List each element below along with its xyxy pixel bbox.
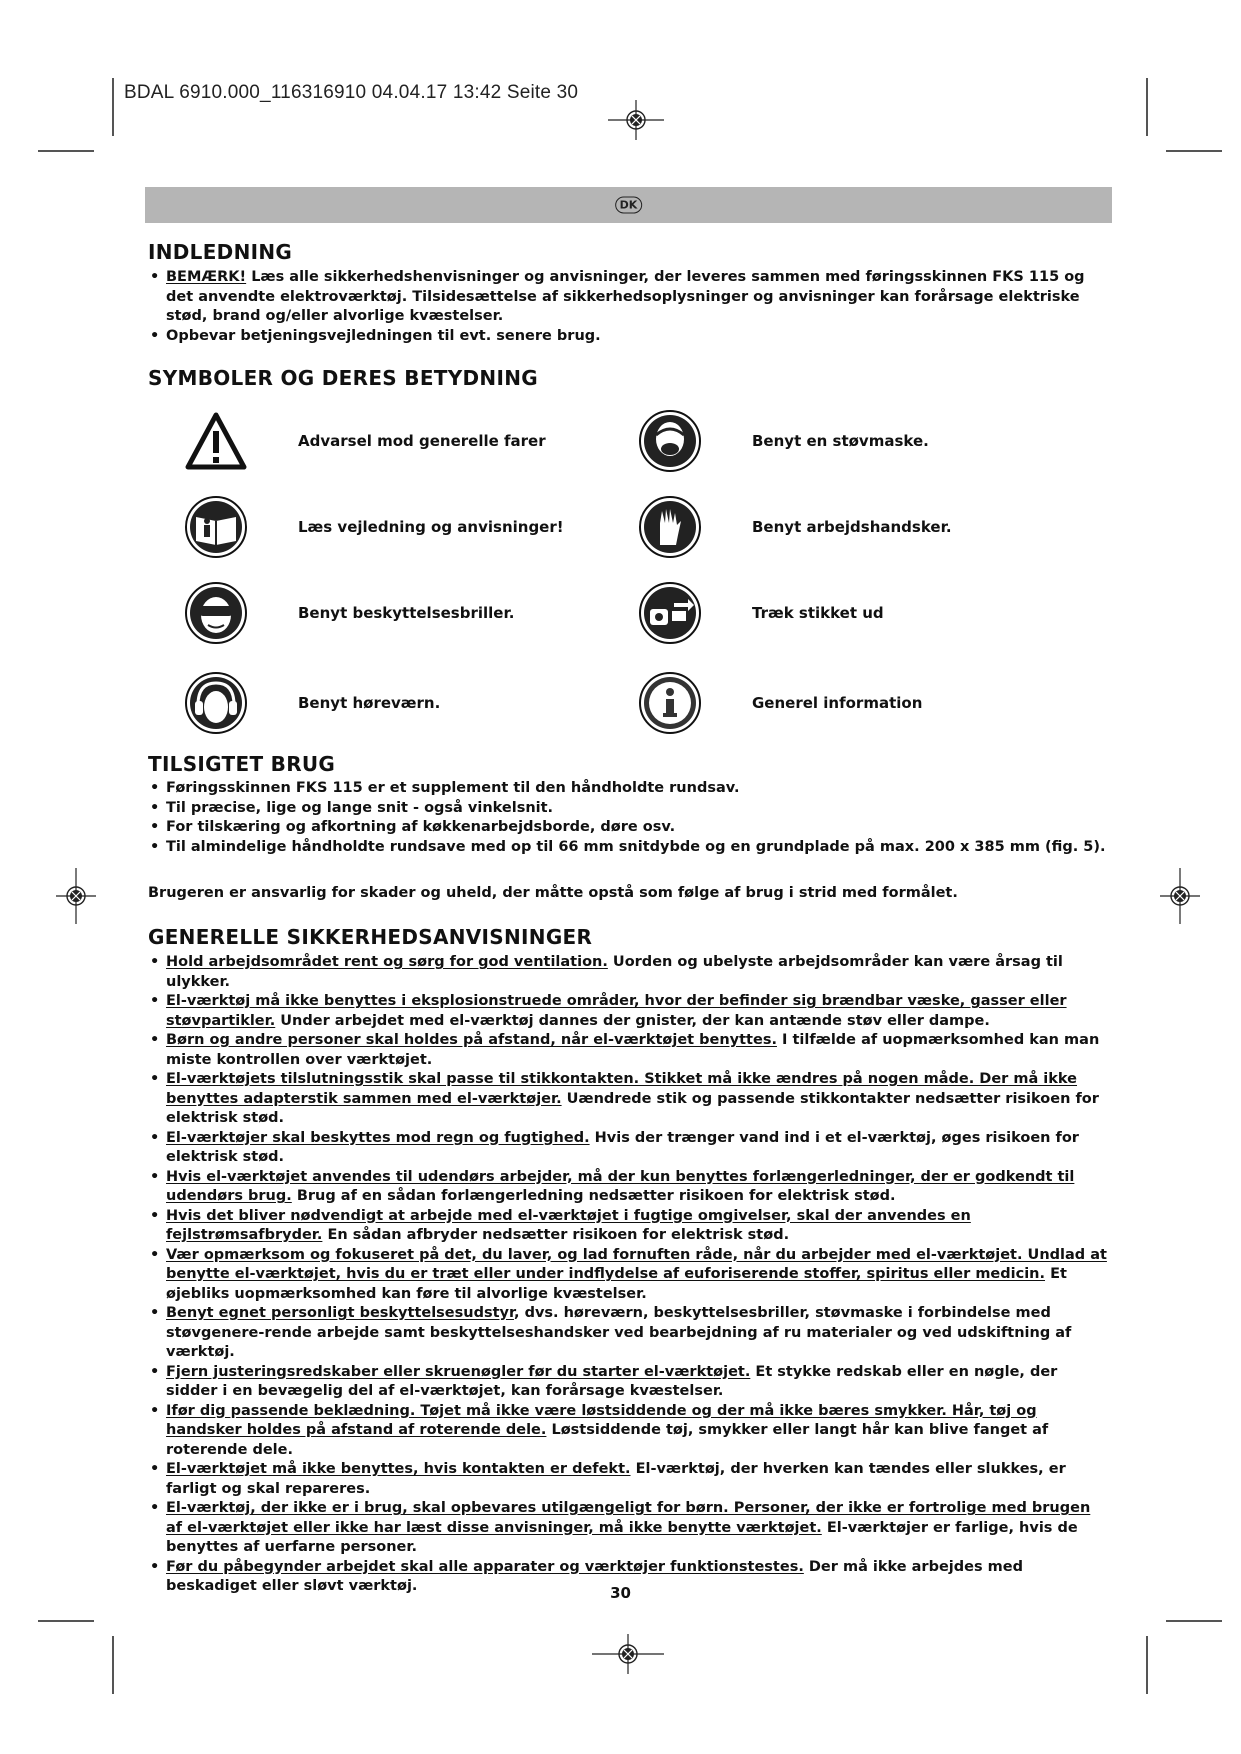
crop-mark — [112, 1636, 114, 1694]
item-lead: El-værktøj må ikke benyttes i eksplosionstruede områder, hvor der befinder sig brændbar væske, gasser eller støvpartikler. — [166, 993, 1067, 1029]
item-lead: Benyt egnet personligt beskyttelsesudstyr — [166, 1305, 515, 1321]
item-lead: El-værktøjets tilslutningsstik skal passe til stikkontakten. Stikket må ikke ændres på nogen måde. Der må ikke benyttes adapterstik sammen med el-værktøjer. — [166, 1071, 1078, 1107]
item-text: Under arbejdet med el-værktøj dannes der gnister, der kan antænde støv eller dampe. — [275, 1012, 990, 1029]
item-text: Uorden og ubelyste arbejdsområder kan være årsag til ulykker. — [166, 954, 1063, 990]
registration-mark-icon — [608, 100, 664, 140]
symbol-item — [638, 668, 922, 738]
symbol-label: Benyt beskyttelsesbriller. — [298, 604, 515, 622]
crop-mark — [112, 78, 114, 136]
item-lead: BEMÆRK! — [166, 269, 247, 285]
list-item: • For tilskæring og afkortning af køkkenarbejdsborde, døre osv. — [150, 818, 1110, 838]
crop-mark — [1166, 1620, 1222, 1622]
item-lead: El-værktøj, der ikke er i brug, skal opbevares utilgængeligt for børn. Personer, der ikke er fortrolige med brugen af el-værktøjet eller ikke har læst disse anvisninger, må ikke benytte værktøjet. — [166, 1500, 1091, 1536]
item-text: , dvs. høreværn, beskyttelsesbriller, støvmaske i forbindelse med støvgenere-rende arbejde samt beskyttelseshandsker ved bearbejdning af ru materialer og ved udskiftning af værktøj. — [166, 1305, 1072, 1360]
item-text: Der må ikke arbejdes med beskadiget eller sløvt værktøj. — [166, 1558, 1023, 1594]
print-header: BDAL 6910.000_116316910 04.04.17 13:42 Seite 30 — [124, 82, 579, 103]
list-item — [150, 268, 1110, 327]
list-item — [150, 1402, 1110, 1461]
symbol-item — [638, 406, 929, 476]
symbol-label: Læs vejledning og anvisninger! — [298, 518, 564, 536]
symbol-item — [184, 492, 564, 562]
item-lead: Hvis el-værktøjet anvendes til udendørs arbejder, må der kun benyttes forlængerledninger, der er godkendt til udendørs brug. — [166, 1168, 1075, 1204]
item-text: Løstsiddende tøj, smykker eller langt hår kan blive fanget af roterende dele. — [166, 1422, 1049, 1458]
item-lead: El-værktøjer skal beskyttes mod regn og fugtighed. — [166, 1129, 590, 1146]
language-banner — [145, 187, 1112, 223]
item-text: Uændrede stik og passende stikkontakter nedsætter risikoen for elektrisk stød. — [166, 1090, 1099, 1126]
gloves-icon — [638, 495, 702, 559]
list-item — [150, 1031, 1110, 1070]
list-item — [150, 1207, 1110, 1246]
intro-heading: INDLEDNING — [148, 240, 293, 264]
crop-mark — [1146, 1636, 1148, 1694]
list-item — [150, 1499, 1110, 1558]
item-text: Opbevar betjeningsvejledningen til evt. senere brug. — [166, 327, 601, 344]
item-text: I tilfælde af uopmærksomhed kan man miste kontrollen over værktøjet. — [166, 1032, 1100, 1068]
list-item — [150, 992, 1110, 1031]
safety-list — [150, 953, 1110, 1597]
symbol-item — [638, 492, 952, 562]
symbols-heading: SYMBOLER OG DERES BETYDNING — [148, 366, 538, 390]
intended-use-heading: TILSIGTET BRUG — [148, 752, 336, 776]
symbol-label: Benyt arbejdshandsker. — [752, 518, 952, 536]
item-text: Hvis der trænger vand ind i et el-værktøj, øges risikoen for elektrisk stød. — [166, 1129, 1079, 1165]
list-item — [150, 1460, 1110, 1499]
safety-heading: GENERELLE SIKKERHEDSANVISNINGER — [148, 925, 593, 949]
item-text: En sådan afbryder nedsætter risikoen for elektrisk stød. — [322, 1227, 790, 1243]
list-item: • Føringsskinnen FKS 115 er et supplement til den håndholdte rundsav. — [150, 779, 1110, 799]
item-lead: Hvis det bliver nødvendigt at arbejde med el-værktøjet i fugtige omgivelser, skal der anvendes en fejlstrømsafbryder. — [166, 1207, 971, 1243]
crop-mark — [1146, 78, 1148, 136]
unplug-icon — [638, 581, 702, 645]
crop-mark — [38, 1620, 94, 1622]
item-text: Læs alle sikkerhedshenvisninger og anvisninger, der leveres sammen med føringsskinnen FKS 115 og det anvendte elektroværktøj. Tilsidesættelse af sikkerhedsoplysninger og anvisninger kan forårsage elektriske stød, brand og/eller alvorlige kvæstelser. — [166, 269, 1085, 324]
item-text: El-værktøj, der hverken kan tændes eller slukkes, er farligt og skal repareres. — [166, 1461, 1066, 1497]
dust-mask-icon — [638, 409, 702, 473]
item-text: Brug af en sådan forlængerledning nedsætter risikoen for elektrisk stød. — [291, 1188, 896, 1204]
item-text: Et stykke redskab eller en nøgle, der sidder i en bevægelig del af el-værktøjet, kan forårsage kvæstelser. — [166, 1363, 1058, 1399]
page-number: 30 — [610, 1584, 631, 1602]
item-text: Et øjebliks uopmærksomhed kan føre til alvorlige kvæstelser. — [166, 1266, 1067, 1302]
registration-mark-icon — [56, 868, 96, 924]
symbol-label: Generel information — [752, 694, 923, 712]
ear-protection-icon — [184, 671, 248, 735]
list-item: • Til præcise, lige og lange snit - også vinkelsnit. — [150, 799, 1110, 819]
symbol-label: Træk stikket ud — [752, 604, 884, 622]
list-item — [150, 1304, 1110, 1363]
symbols-grid — [180, 406, 952, 712]
liability-note: Brugeren er ansvarlig for skader og uheld, der måtte opstå som følge af brug i strid med formålet. — [148, 885, 958, 901]
item-lead: Før du påbegynder arbejdet skal alle apparater og værktøjer funktionstestes. — [166, 1558, 804, 1575]
registration-mark-icon — [592, 1634, 664, 1674]
registration-mark-icon — [1160, 868, 1200, 924]
list-item — [150, 953, 1110, 992]
symbol-label: Advarsel mod generelle farer — [298, 432, 546, 450]
info-icon — [638, 671, 702, 735]
list-item — [150, 1129, 1110, 1168]
list-item — [150, 1070, 1110, 1129]
list-item — [150, 1363, 1110, 1402]
warning-triangle-icon — [184, 409, 248, 473]
symbol-label: Benyt en støvmaske. — [752, 432, 929, 450]
intended-use-list — [150, 779, 1110, 857]
item-text: El-værktøjer er farlige, hvis de benyttes af uerfarne personer. — [166, 1519, 1078, 1555]
symbol-item — [638, 578, 884, 648]
symbol-item — [184, 406, 546, 476]
crop-mark — [38, 150, 94, 152]
read-manual-icon — [184, 495, 248, 559]
symbol-label: Benyt høreværn. — [298, 694, 441, 712]
list-item: • Til almindelige håndholdte rundsave med op til 66 mm snitdybde og en grundplade på max. 200 x 385 mm (fig. 5). — [150, 838, 1110, 858]
symbol-item — [184, 668, 440, 738]
item-lead: El-værktøjet må ikke benyttes, hvis kontakten er defekt. — [166, 1461, 631, 1477]
intro-list — [150, 268, 1110, 346]
crop-mark — [1166, 150, 1222, 152]
list-item — [150, 1168, 1110, 1207]
safety-goggles-icon — [184, 581, 248, 645]
item-lead: Fjern justeringsredskaber eller skruenøgler før du starter el-værktøjet. — [166, 1363, 751, 1380]
list-item — [150, 1246, 1110, 1305]
list-item — [150, 327, 1110, 347]
symbol-item — [184, 578, 514, 648]
item-lead: Vær opmærksom og fokuseret på det, du laver, og lad fornuften råde, når du arbejder med el-værktøjet. Undlad at benytte el-værktøjet, hvis du er træt eller under indflydelse af euforiserende stoffer, spiritus eller medicin. — [166, 1246, 1107, 1282]
language-badge: DK — [615, 197, 643, 214]
item-lead: Børn og andre personer skal holdes på afstand, når el-værktøjet benyttes. — [166, 1032, 777, 1048]
item-lead: Ifør dig passende beklædning. Tøjet må ikke være løstsiddende og der må ikke bæres smykker. Hår, tøj og handsker holdes på afstand af roterende dele. — [166, 1402, 1037, 1438]
item-lead: Hold arbejdsområdet rent og sørg for god ventilation. — [166, 954, 608, 970]
